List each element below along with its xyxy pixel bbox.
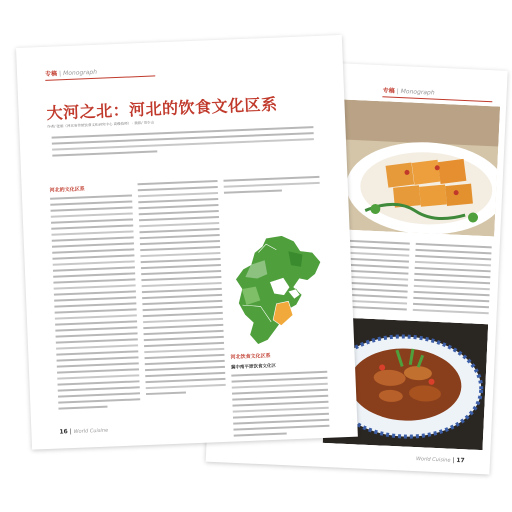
magazine-name: World Cuisine [415,456,451,464]
section-label: 专稿 [382,87,395,95]
left-page [16,35,358,450]
right-column-3 [413,243,492,318]
article-column-3-top [223,176,320,198]
section-heading: 河北的文化区系 [49,186,85,194]
section-tag: 专稿 | Monograph [44,68,98,78]
map-subsection-heading: 冀中南平原饮食文化区 [230,363,277,371]
food-photo-top [334,99,500,236]
page-footer: World Cuisine | 17 [415,456,465,465]
region-map-image [228,232,328,350]
article-abstract [52,126,315,160]
section-label-en: Monograph [400,88,435,97]
section-tag: 专稿 | Monograph [382,87,435,97]
section-label: 专稿 [44,70,58,78]
section-label-en: Monograph [62,68,98,78]
page-number: 17 [456,456,465,465]
page-number: 16 [59,428,68,436]
page-footer: 16 | World Cuisine [59,427,109,436]
article-column-1 [50,183,141,413]
article-byline: 作者/ 张丽（河北省传统饮食文化研究中心 高级技师） · 摄影/ 刘少山 [47,120,155,129]
article-column-3-bottom [230,350,329,441]
tofu-dish-image [334,99,500,236]
article-title: 大河之北：河北的饮食文化区系 [46,94,278,123]
hebei-map [228,232,328,350]
article-column-2 [138,180,227,399]
magazine-name: World Cuisine [73,427,109,435]
map-section-heading: 河北饮食文化区系 [230,353,271,361]
